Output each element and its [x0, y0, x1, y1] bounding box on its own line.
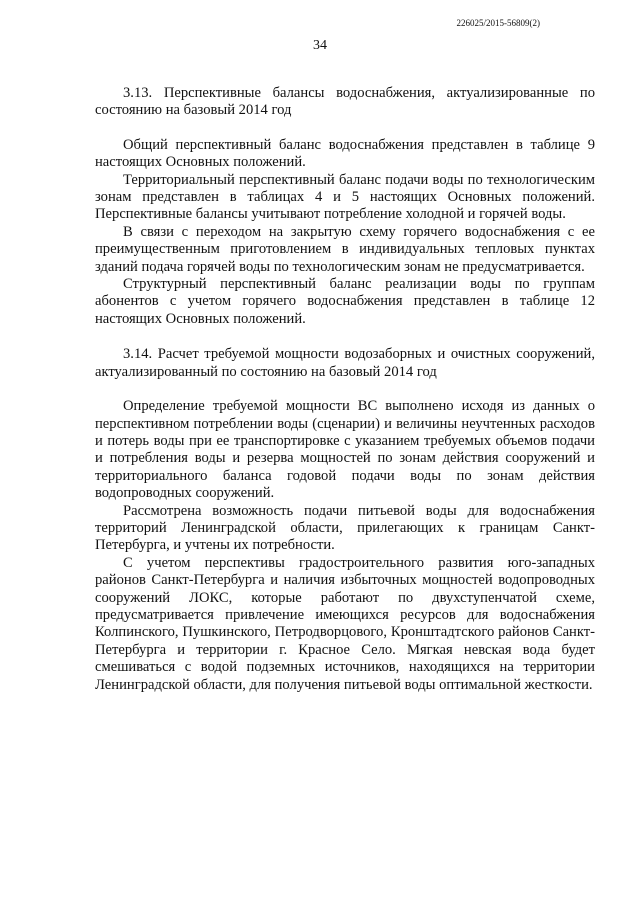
section-heading-3-14: 3.14. Расчет требуемой мощности водозаборных и очистных сооружений, актуализированный по состоянию на базовый 2014 год — [95, 346, 595, 380]
paragraph: В связи с переходом на закрытую схему горячего водоснабжения с ее преимущественным приготовлением в индивидуальных тепловых пунктах зданий подача горячей воды по технологическим зонам не предусматривается. — [95, 223, 595, 275]
paragraph: Общий перспективный баланс водоснабжения представлен в таблице 9 настоящих Основных положений. — [95, 136, 595, 171]
page-body — [95, 85, 595, 694]
page-number: 34 — [313, 38, 327, 53]
paragraph: Определение требуемой мощности ВС выполнено исходя из данных о перспективном потреблении воды (сценарии) и величины неучтенных расходов и потерь воды при ее транспортировке с указанием требуемых объемов подачи и потребления воды и резерва мощностей по зонам действия сооружений и территориального баланса годовой подачи воды по зонам действия водопроводных сооружений. — [95, 398, 595, 502]
section-heading-3-13: 3.13. Перспективные балансы водоснабжения, актуализированные по состоянию на базовый 2014 год — [95, 85, 595, 119]
paragraph: С учетом перспективы градостроительного развития юго-западных районов Санкт-Петербурга и наличия избыточных мощностей водопроводных сооружений ЛОКС, которые работают по двухступенчатой схеме, предусматривается привлечение имеющихся ресурсов для водоснабжения Колпинского, Пушкинского, Петродворцового, Кронштадтского районов Санкт-Петербурга и территории г. Красное Село. Мягкая невская вода будет смешиваться с водой подземных источников, находящихся на территории Ленинградской области, для получения питьевой воды оптимальной жесткости. — [95, 554, 595, 693]
document-number: 226025/2015-56809(2) — [456, 18, 540, 28]
paragraph: Структурный перспективный баланс реализации воды по группам абонентов с учетом горячего водоснабжения представлен в таблице 12 настоящих Основных положений. — [95, 276, 595, 327]
paragraph: Территориальный перспективный баланс подачи воды по технологическим зонам представлен в таблицах 4 и 5 настоящих Основных положений. Перспективные балансы учитывают потребление холодной и горячей воды. — [95, 171, 595, 223]
paragraph: Рассмотрена возможность подачи питьевой воды для водоснабжения территорий Ленинградской области, прилегающих к границам Санкт-Петербурга, и учтены их потребности. — [95, 502, 595, 554]
